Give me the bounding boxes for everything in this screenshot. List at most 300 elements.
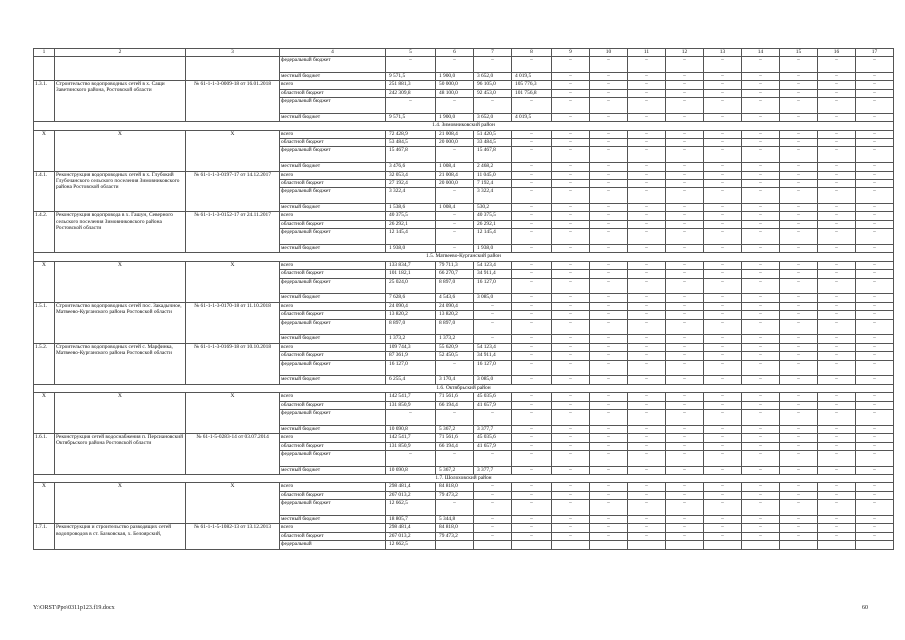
empty-year-cell: – — [666, 532, 704, 540]
empty-year-cell: – — [742, 524, 780, 532]
empty-year-cell: – — [818, 245, 856, 253]
empty-year-cell: – — [780, 393, 818, 401]
empty-year-cell: – — [780, 450, 818, 466]
section-title: 1.4. Зимовниковский район — [34, 122, 894, 130]
empty-year-cell: – — [780, 97, 818, 113]
table-row — [34, 302, 894, 310]
empty-year-cell: – — [704, 229, 742, 245]
funding-source: областной бюджет — [280, 311, 386, 319]
amount-cell: 32 053,4 — [386, 171, 436, 179]
object-name: Реконструкция водопровода в х. Гашун, Северного сельского поселения Зимовниковского района Ростовской области — [55, 212, 186, 253]
amount-cell: – — [512, 532, 552, 540]
empty-year-cell: – — [628, 491, 666, 499]
empty-year-cell — [590, 541, 628, 549]
footer-page-number: 60 — [862, 605, 868, 611]
amount-cell: – — [512, 212, 552, 220]
funding-source: федеральный бюджет — [280, 57, 386, 73]
funding-source: областной бюджет — [280, 532, 386, 540]
empty-year-cell: – — [552, 57, 590, 73]
empty-year-cell: – — [818, 434, 856, 442]
empty-year-cell: – — [818, 466, 856, 474]
empty-year-cell: – — [704, 147, 742, 163]
amount-cell: 53 484,5 — [386, 138, 436, 146]
amount-cell: 24 090,4 — [386, 302, 436, 310]
funding-source: федеральный бюджет — [280, 278, 386, 294]
empty-year-cell: – — [666, 425, 704, 433]
funding-source: федеральный бюджет — [280, 450, 386, 466]
empty-year-cell: – — [856, 130, 894, 138]
table-row — [34, 434, 894, 442]
empty-year-cell: – — [704, 311, 742, 319]
empty-year-cell: – — [856, 245, 894, 253]
empty-year-cell: – — [818, 220, 856, 228]
empty-year-cell: – — [856, 319, 894, 335]
empty-year-cell: – — [780, 294, 818, 302]
funding-source: всего — [280, 483, 386, 491]
amount-cell: 105 776,3 — [512, 81, 552, 89]
object-name: Реконструкция водопроводных сетей в х. Глубокий Глубочанского сельского поселения Зимовниковского района Ростовской области — [55, 171, 186, 212]
empty-year-cell: – — [666, 401, 704, 409]
empty-year-cell: – — [742, 491, 780, 499]
empty-year-cell: – — [552, 483, 590, 491]
empty-year-cell: – — [780, 278, 818, 294]
amount-cell: 15 467,8 — [386, 147, 436, 163]
funding-source: всего — [280, 393, 386, 401]
amount-cell: – — [512, 163, 552, 171]
empty-year-cell: – — [818, 409, 856, 425]
empty-year-cell: – — [780, 89, 818, 97]
empty-year-cell: – — [552, 466, 590, 474]
amount-cell: 1 938,0 — [474, 245, 512, 253]
empty-year-cell: – — [628, 278, 666, 294]
empty-year-cell: – — [856, 163, 894, 171]
empty-year-cell: – — [552, 335, 590, 343]
empty-year-cell: – — [552, 450, 590, 466]
empty-year-cell: – — [628, 179, 666, 187]
empty-year-cell: – — [666, 113, 704, 121]
empty-year-cell: – — [818, 97, 856, 113]
empty-year-cell: – — [628, 163, 666, 171]
column-number: 11 — [628, 49, 666, 57]
empty-year-cell: – — [628, 97, 666, 113]
expertise-doc: № 61-1-1-3-0197-17 от 14.12.2017 — [186, 171, 280, 212]
empty-year-cell: – — [590, 516, 628, 524]
amount-cell: – — [512, 278, 552, 294]
item-number: 1.6.1. — [34, 434, 55, 475]
empty-year-cell: – — [666, 57, 704, 73]
amount-cell: 131 850,9 — [386, 442, 436, 450]
empty-year-cell: – — [552, 294, 590, 302]
empty-year-cell: – — [590, 97, 628, 113]
empty-year-cell: – — [742, 130, 780, 138]
empty-year-cell: – — [666, 491, 704, 499]
empty-year-cell: – — [628, 81, 666, 89]
amount-cell: – — [512, 376, 552, 384]
table-row — [34, 81, 894, 89]
table-row — [34, 171, 894, 179]
empty-year-cell: – — [666, 97, 704, 113]
funding-source: федеральный бюджет — [280, 97, 386, 113]
empty-year-cell: – — [628, 229, 666, 245]
empty-year-cell: – — [704, 393, 742, 401]
empty-year-cell: – — [818, 524, 856, 532]
empty-year-cell: – — [666, 163, 704, 171]
amount-cell: – — [512, 524, 552, 532]
column-number: 16 — [818, 49, 856, 57]
empty-year-cell: – — [780, 179, 818, 187]
amount-cell: 3 652,0 — [474, 113, 512, 121]
amount-cell: – — [512, 491, 552, 499]
empty-year-cell — [666, 541, 704, 549]
empty-year-cell: – — [818, 352, 856, 360]
amount-cell: – — [512, 302, 552, 310]
empty-year-cell: – — [590, 138, 628, 146]
empty-year-cell: – — [818, 343, 856, 351]
item-number: 1.5.2. — [34, 343, 55, 384]
amount-cell: 12 145,4 — [474, 229, 512, 245]
amount-cell: 66 194,4 — [436, 401, 474, 409]
amount-cell: – — [474, 491, 512, 499]
empty-year-cell: – — [666, 130, 704, 138]
empty-year-cell: – — [742, 97, 780, 113]
amount-cell: 45 035,6 — [474, 434, 512, 442]
section-header-row — [34, 384, 894, 392]
empty-year-cell: – — [666, 302, 704, 310]
amount-cell — [436, 541, 474, 549]
empty-year-cell: – — [780, 171, 818, 179]
amount-cell: 54 123,4 — [474, 261, 512, 269]
empty-year-cell: – — [628, 138, 666, 146]
amount-cell: – — [474, 500, 512, 516]
empty-year-cell: – — [552, 179, 590, 187]
empty-year-cell — [780, 541, 818, 549]
amount-cell: – — [512, 335, 552, 343]
amount-cell: – — [512, 245, 552, 253]
empty-year-cell: – — [742, 147, 780, 163]
empty-year-cell: – — [780, 188, 818, 204]
section-header-row — [34, 253, 894, 261]
empty-year-cell: – — [704, 491, 742, 499]
empty-year-cell: – — [704, 360, 742, 376]
empty-year-cell: – — [704, 212, 742, 220]
empty-year-cell: – — [590, 352, 628, 360]
empty-year-cell: – — [590, 376, 628, 384]
empty-year-cell: – — [780, 434, 818, 442]
empty-year-cell: – — [666, 261, 704, 269]
empty-year-cell: – — [704, 97, 742, 113]
empty-year-cell: – — [628, 434, 666, 442]
empty-year-cell: – — [590, 130, 628, 138]
empty-year-cell: – — [552, 434, 590, 442]
empty-year-cell — [856, 541, 894, 549]
empty-year-cell: – — [628, 147, 666, 163]
amount-cell: 8 897,0 — [436, 319, 474, 335]
funding-source: местный бюджет — [280, 204, 386, 212]
amount-cell: – — [386, 97, 436, 113]
amount-cell: 101 756,8 — [512, 89, 552, 97]
amount-cell: 133 834,7 — [386, 261, 436, 269]
column-number: 5 — [386, 49, 436, 57]
amount-cell — [474, 541, 512, 549]
empty-year-cell: – — [666, 72, 704, 80]
amount-cell: – — [474, 57, 512, 73]
item-number — [34, 57, 55, 81]
empty-year-cell: – — [818, 179, 856, 187]
empty-year-cell: – — [590, 212, 628, 220]
empty-year-cell: – — [818, 450, 856, 466]
empty-year-cell: – — [856, 524, 894, 532]
empty-year-cell: – — [552, 401, 590, 409]
section-header-row — [34, 122, 894, 130]
empty-year-cell: – — [856, 491, 894, 499]
empty-year-cell: – — [856, 343, 894, 351]
empty-year-cell: – — [628, 335, 666, 343]
empty-year-cell: – — [666, 188, 704, 204]
amount-cell: – — [474, 319, 512, 335]
empty-year-cell: – — [704, 72, 742, 80]
empty-year-cell: – — [780, 319, 818, 335]
amount-cell: 5 367,2 — [436, 425, 474, 433]
amount-cell: 13 820,2 — [436, 311, 474, 319]
empty-year-cell: – — [856, 229, 894, 245]
column-number: 17 — [856, 49, 894, 57]
empty-year-cell: – — [742, 229, 780, 245]
empty-year-cell — [628, 541, 666, 549]
empty-year-cell: – — [628, 483, 666, 491]
amount-cell: 10 690,8 — [386, 425, 436, 433]
empty-year-cell: – — [742, 352, 780, 360]
empty-year-cell: – — [780, 57, 818, 73]
amount-cell: 26 292,1 — [386, 220, 436, 228]
amount-cell: – — [512, 294, 552, 302]
amount-cell: 20 000,0 — [436, 138, 474, 146]
item-number: Х — [34, 393, 55, 434]
empty-year-cell: – — [818, 188, 856, 204]
empty-year-cell: – — [552, 393, 590, 401]
empty-year-cell: – — [628, 360, 666, 376]
amount-cell: 251 881,3 — [386, 81, 436, 89]
empty-year-cell: – — [742, 138, 780, 146]
funding-source: местный бюджет — [280, 466, 386, 474]
amount-cell: – — [512, 57, 552, 73]
empty-year-cell: – — [742, 311, 780, 319]
amount-cell: 2 468,2 — [474, 163, 512, 171]
empty-year-cell: – — [590, 466, 628, 474]
empty-year-cell: – — [666, 319, 704, 335]
empty-year-cell: – — [590, 179, 628, 187]
empty-year-cell: – — [856, 335, 894, 343]
empty-year-cell: – — [628, 212, 666, 220]
empty-year-cell — [552, 541, 590, 549]
empty-year-cell: – — [780, 483, 818, 491]
empty-year-cell: – — [856, 352, 894, 360]
empty-year-cell: – — [780, 466, 818, 474]
empty-year-cell: – — [590, 524, 628, 532]
empty-year-cell: – — [666, 524, 704, 532]
empty-year-cell: – — [628, 409, 666, 425]
amount-cell: 41 657,9 — [474, 401, 512, 409]
empty-year-cell: – — [590, 270, 628, 278]
amount-cell: 267 013,2 — [386, 532, 436, 540]
empty-year-cell: – — [856, 278, 894, 294]
empty-year-cell: – — [666, 270, 704, 278]
empty-year-cell: – — [628, 524, 666, 532]
empty-year-cell: – — [590, 302, 628, 310]
amount-cell: 27 192,4 — [386, 179, 436, 187]
empty-year-cell: – — [628, 72, 666, 80]
empty-year-cell: – — [590, 335, 628, 343]
empty-year-cell: – — [818, 147, 856, 163]
empty-year-cell: – — [704, 352, 742, 360]
empty-year-cell: – — [704, 335, 742, 343]
empty-year-cell: – — [704, 401, 742, 409]
empty-year-cell: – — [742, 294, 780, 302]
amount-cell: 84 818,0 — [436, 483, 474, 491]
amount-cell: 242 309,8 — [386, 89, 436, 97]
empty-year-cell: – — [552, 278, 590, 294]
empty-year-cell: – — [856, 270, 894, 278]
empty-year-cell: – — [590, 294, 628, 302]
amount-cell: – — [474, 311, 512, 319]
empty-year-cell: – — [856, 72, 894, 80]
empty-year-cell: – — [590, 500, 628, 516]
column-number: 6 — [436, 49, 474, 57]
empty-year-cell: – — [704, 138, 742, 146]
empty-year-cell: – — [590, 319, 628, 335]
empty-year-cell: – — [780, 401, 818, 409]
empty-year-cell: – — [818, 302, 856, 310]
empty-year-cell: – — [704, 409, 742, 425]
empty-year-cell: – — [552, 524, 590, 532]
amount-cell: – — [512, 138, 552, 146]
empty-year-cell: – — [552, 500, 590, 516]
object-name: Реконструкция и строительство разводящих сетей водопроводов в ст. Базковская, х. Белоярский, — [55, 524, 186, 549]
empty-year-cell: – — [666, 360, 704, 376]
empty-year-cell: – — [590, 57, 628, 73]
empty-year-cell: – — [590, 311, 628, 319]
empty-year-cell: – — [590, 229, 628, 245]
empty-year-cell: – — [590, 245, 628, 253]
amount-cell: 16 127,0 — [474, 278, 512, 294]
empty-year-cell: – — [818, 319, 856, 335]
empty-year-cell: – — [742, 376, 780, 384]
empty-year-cell: – — [628, 220, 666, 228]
empty-year-cell: – — [552, 425, 590, 433]
empty-year-cell: – — [666, 171, 704, 179]
amount-cell: – — [512, 188, 552, 204]
funding-source: местный бюджет — [280, 425, 386, 433]
column-number: 14 — [742, 49, 780, 57]
funding-source: областной бюджет — [280, 401, 386, 409]
amount-cell: – — [512, 434, 552, 442]
empty-year-cell: – — [780, 352, 818, 360]
empty-year-cell: – — [742, 261, 780, 269]
empty-year-cell: – — [856, 450, 894, 466]
table-row — [34, 212, 894, 220]
empty-year-cell: – — [590, 163, 628, 171]
empty-year-cell — [742, 541, 780, 549]
empty-year-cell: – — [704, 434, 742, 442]
empty-year-cell: – — [590, 72, 628, 80]
empty-year-cell: – — [666, 434, 704, 442]
empty-year-cell: – — [704, 179, 742, 187]
amount-cell: 66 194,4 — [436, 442, 474, 450]
empty-year-cell: – — [628, 188, 666, 204]
amount-cell: – — [436, 409, 474, 425]
empty-year-cell: – — [704, 261, 742, 269]
empty-year-cell: – — [780, 311, 818, 319]
empty-year-cell: – — [818, 204, 856, 212]
column-number: 3 — [186, 49, 280, 57]
empty-year-cell: – — [704, 450, 742, 466]
empty-year-cell: – — [590, 81, 628, 89]
empty-year-cell: – — [552, 302, 590, 310]
amount-cell: 71 561,6 — [436, 393, 474, 401]
amount-cell: 71 561,6 — [436, 434, 474, 442]
empty-year-cell: – — [552, 261, 590, 269]
empty-year-cell: – — [856, 516, 894, 524]
empty-year-cell: – — [628, 294, 666, 302]
amount-cell: 25 024,0 — [386, 278, 436, 294]
empty-year-cell: – — [742, 89, 780, 97]
empty-year-cell: – — [628, 113, 666, 121]
amount-cell: – — [512, 130, 552, 138]
funding-source: областной бюджет — [280, 442, 386, 450]
empty-year-cell: – — [742, 409, 780, 425]
empty-year-cell: – — [818, 138, 856, 146]
empty-year-cell: – — [856, 434, 894, 442]
amount-cell: 87 361,9 — [386, 352, 436, 360]
empty-year-cell: – — [818, 516, 856, 524]
table-row — [34, 57, 894, 73]
column-number-row — [34, 49, 894, 57]
amount-cell: – — [512, 425, 552, 433]
empty-year-cell: – — [590, 147, 628, 163]
empty-year-cell: – — [628, 130, 666, 138]
empty-year-cell: – — [742, 171, 780, 179]
table-row — [34, 261, 894, 269]
amount-cell: – — [512, 97, 552, 113]
amount-cell: 12 662,5 — [386, 500, 436, 516]
empty-year-cell: – — [742, 270, 780, 278]
empty-year-cell: – — [590, 360, 628, 376]
empty-year-cell: – — [780, 425, 818, 433]
empty-year-cell: – — [590, 401, 628, 409]
empty-year-cell: – — [780, 261, 818, 269]
amount-cell: – — [512, 311, 552, 319]
amount-cell: 3 377,7 — [474, 466, 512, 474]
amount-cell: 267 013,2 — [386, 491, 436, 499]
amount-cell: 1 373,2 — [436, 335, 474, 343]
amount-cell: 9 571,5 — [386, 72, 436, 80]
funding-source: федеральный бюджет — [280, 319, 386, 335]
amount-cell: 3 085,0 — [474, 376, 512, 384]
funding-source: федеральный бюджет — [280, 409, 386, 425]
amount-cell: 7 192,4 — [474, 179, 512, 187]
amount-cell: 79 473,2 — [436, 491, 474, 499]
table-row — [34, 393, 894, 401]
amount-cell: 131 850,9 — [386, 401, 436, 409]
expertise-doc: Х — [186, 130, 280, 171]
funding-source: федеральный бюджет — [280, 147, 386, 163]
empty-year-cell: – — [742, 188, 780, 204]
amount-cell: 1 373,2 — [386, 335, 436, 343]
empty-year-cell: – — [666, 516, 704, 524]
empty-year-cell: – — [704, 81, 742, 89]
empty-year-cell: – — [704, 500, 742, 516]
empty-year-cell: – — [818, 532, 856, 540]
empty-year-cell: – — [628, 261, 666, 269]
